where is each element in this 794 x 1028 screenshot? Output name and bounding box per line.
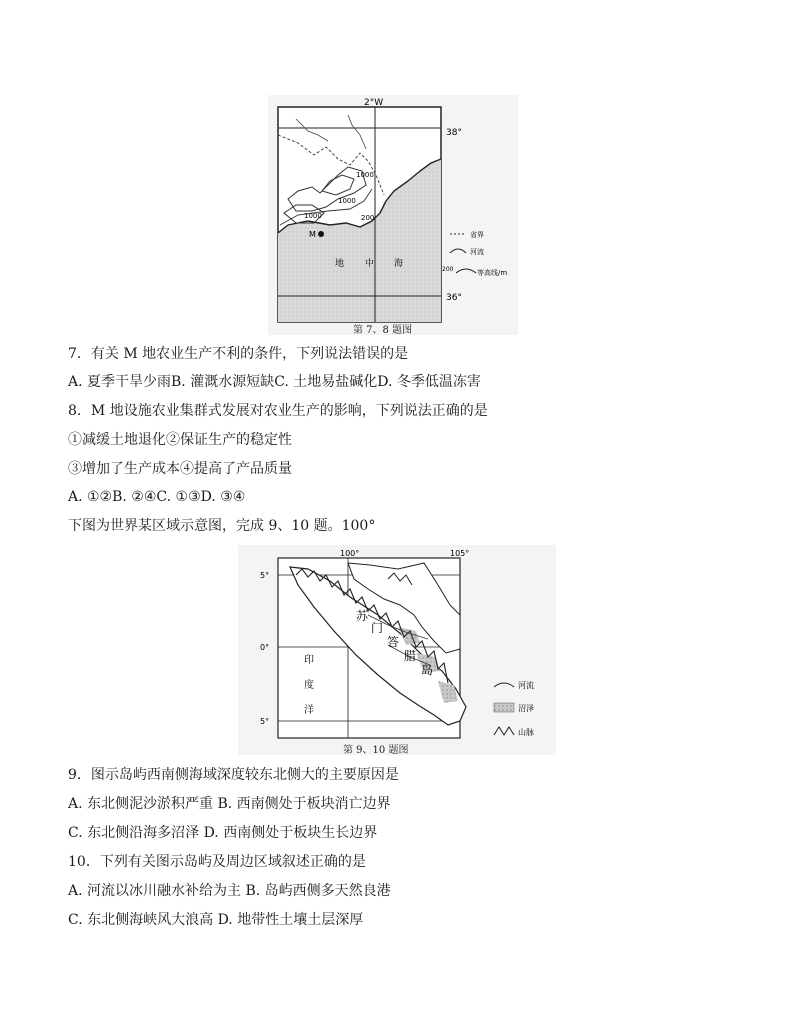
island-label-char: 腊 [404,649,417,663]
sea-label: 海 [394,259,404,269]
ocean-label: 洋 [304,705,314,716]
contour-label: 200 [361,214,375,222]
latitude-label-top: 38° [446,128,462,138]
question-10-options-1: A. 河流以冰川融水补给为主 B. 岛屿西侧多天然良港 [68,883,391,899]
island-label-char: 苏 [356,609,369,623]
question-10-options-2: C. 东北侧海峡风大浪高 D. 地带性土壤土层深厚 [68,912,364,928]
legend-contour-value: 200 [442,266,454,273]
question-9-options-1: A. 东北侧泥沙淤积严重 B. 西南侧处于板块消亡边界 [68,796,391,812]
ocean-label: 度 [304,680,314,691]
map-figure-7-8 [268,95,518,335]
legend-border-label: 省界 [470,231,484,239]
latitude-label: 5° [260,571,270,580]
question-8-options: A. ①②B. ②④C. ①③D. ③④ [68,489,246,505]
island-label-char: 岛 [421,663,434,677]
legend-river-symbol [494,683,514,687]
legend-river-label: 河流 [518,681,534,690]
map-svg-sumatra [238,545,556,755]
latitude-label: 0° [260,643,270,652]
legend-swamp-label: 沼泽 [518,704,534,713]
figure-caption: 第 7、8 题图 [353,325,413,336]
sea-label: 地 [335,259,345,269]
question-8-items-2: ③增加了生产成本④提高了产品质量 [68,461,292,477]
longitude-label: 2°W [364,98,384,108]
figure-caption: 第 9、10 题图 [343,745,409,756]
questions-9-10-intro: 下图为世界某区域示意图，完成 9、10 题。100° [68,518,376,534]
question-10-stem: 10．下列有关图示岛屿及周边区域叙述正确的是 [68,854,366,870]
question-7-stem: 7．有关 M 地农业生产不利的条件，下列说法错误的是 [68,346,409,362]
contour-label: 1000 [338,197,356,205]
latitude-label: 5° [260,717,270,726]
legend-contour-label: 等高线/m [477,269,508,277]
latitude-label-bottom: 36° [446,293,462,303]
ocean-label: 印 [304,655,314,666]
legend-contour-symbol [456,269,476,273]
map-svg-mediterranean [268,95,518,335]
longitude-label: 105° [450,549,470,558]
contour-label: 1000 [356,171,374,179]
island-label-char: 门 [371,621,384,635]
sea-label: 中 [365,259,375,269]
question-8-items-1: ①减缓土地退化②保证生产的稳定性 [68,432,292,448]
question-9-options-2: C. 东北侧沿海多沼泽 D. 西南侧处于板块生长边界 [68,825,378,841]
contour-label: 1000 [304,212,322,220]
island-label-char: 答 [387,635,400,649]
legend-river-label: 河流 [470,248,484,256]
legend-swamp-symbol [494,703,514,712]
legend-river-symbol [450,249,466,253]
question-9-stem: 9．图示岛屿西南侧海域深度较东北侧大的主要原因是 [68,767,399,783]
point-m-marker [318,231,324,237]
question-7-options: A. 夏季干旱少雨B. 灌溉水源短缺C. 土地易盐碱化D. 冬季低温冻害 [68,374,481,390]
map-figure-9-10 [238,545,556,755]
legend-mountain-symbol [494,727,514,735]
longitude-label: 100° [340,549,360,558]
question-8-stem: 8．M 地设施农业集群式发展对农业生产的影响，下列说法正确的是 [68,403,488,419]
point-m-label: M [309,230,316,239]
legend-mountain-label: 山脉 [518,728,534,737]
